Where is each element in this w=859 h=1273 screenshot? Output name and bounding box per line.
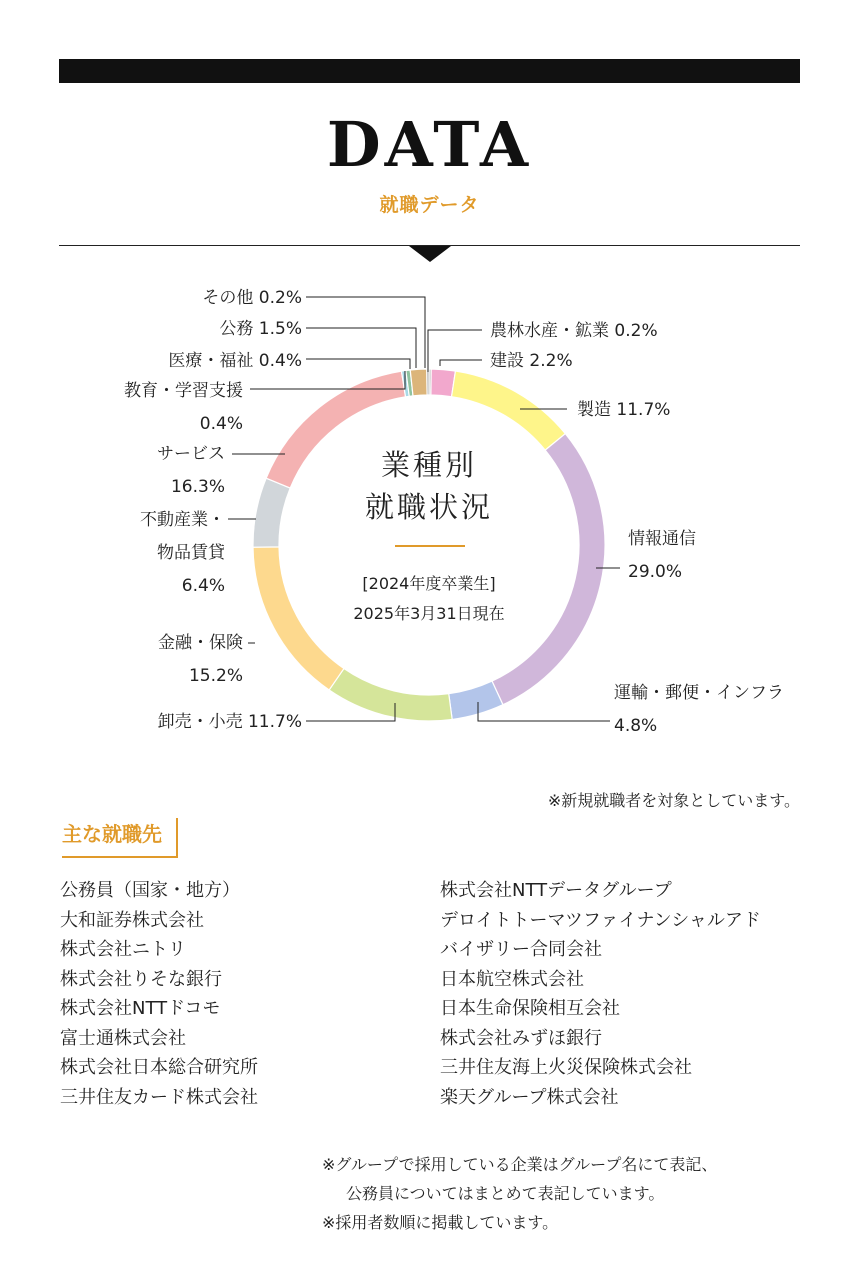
slice-7 bbox=[253, 478, 290, 547]
leader-line bbox=[306, 328, 416, 368]
employer-item: 株式会社NTTドコモ bbox=[60, 998, 221, 1019]
footnote-line: ※採用者数順に掲載しています。 bbox=[322, 1213, 559, 1232]
employer-item: 大和証券株式会社 bbox=[60, 909, 204, 931]
slice-label: 教育・学習支援 0.4% bbox=[124, 381, 243, 434]
slice-label: その他 0.2% bbox=[202, 288, 302, 308]
footnotes bbox=[322, 1150, 717, 1237]
slice-label: サービス 16.3% bbox=[157, 444, 225, 497]
slice-label: 不動産業・物品賃貸 6.4% bbox=[140, 510, 225, 596]
page-title: DATA bbox=[326, 108, 533, 181]
employer-item: 三井住友カード株式会社 bbox=[60, 1086, 258, 1108]
employers-heading: 主な就職先 bbox=[62, 818, 178, 858]
slice-label: 運輸・郵便・インフラ 4.8% bbox=[614, 683, 784, 736]
slice-4 bbox=[449, 681, 503, 719]
slice-label: 製造 11.7% bbox=[577, 400, 671, 420]
employer-item: 株式会社りそな銀行 bbox=[60, 968, 222, 990]
footnote-line: 公務員についてはまとめて表記しています。 bbox=[346, 1184, 665, 1203]
employer-item: バイザリー合同会社 bbox=[440, 939, 602, 960]
leader-line bbox=[440, 360, 482, 366]
slice-label: 医療・福祉 0.4% bbox=[168, 351, 302, 371]
employer-item: 日本生命保険相互会社 bbox=[440, 998, 620, 1019]
top-bar bbox=[59, 59, 800, 83]
footnote-line: ※グループで採用している企業はグループ名にて表記、 bbox=[322, 1155, 718, 1174]
employer-item: 日本航空株式会社 bbox=[440, 968, 584, 990]
employer-item: 富士通株式会社 bbox=[60, 1027, 186, 1049]
slice-11 bbox=[410, 369, 427, 396]
leader-line bbox=[306, 359, 410, 369]
slice-6 bbox=[253, 547, 344, 690]
slice-2 bbox=[452, 371, 566, 450]
slice-label: 農林水産・鉱業 0.2% bbox=[490, 321, 658, 341]
slice-label: 卸売・小売 11.7% bbox=[157, 712, 302, 732]
slice-label: 金融・保険 15.2% bbox=[158, 633, 243, 686]
employer-item: 株式会社NTTデータグループ bbox=[440, 880, 672, 901]
slice-12 bbox=[427, 369, 429, 395]
employer-item: 三井住友海上火災保険株式会社 bbox=[440, 1057, 692, 1078]
employer-item: 楽天グループ株式会社 bbox=[440, 1086, 619, 1108]
employer-item: 株式会社みずほ銀行 bbox=[440, 1027, 602, 1049]
employer-item: 公務員（国家・地方） bbox=[60, 880, 240, 901]
leader-line bbox=[428, 330, 482, 372]
chart-note: ※新規就職者を対象としています。 bbox=[547, 791, 800, 810]
employer-item: 株式会社日本総合研究所 bbox=[60, 1057, 258, 1078]
slice-label: 建設 2.2% bbox=[490, 351, 573, 371]
employer-item: デロイトトーマツファイナンシャルアド bbox=[440, 909, 761, 931]
page-subtitle: 就職データ bbox=[379, 194, 480, 216]
industry-donut-chart bbox=[0, 260, 859, 760]
slice-5 bbox=[329, 669, 452, 721]
center-subtitle: [2024年度卒業生] 2025年3月31日現在 bbox=[353, 574, 505, 623]
employer-item: 株式会社ニトリ bbox=[60, 939, 186, 960]
slice-3 bbox=[492, 434, 605, 705]
leader-line bbox=[306, 297, 425, 368]
employers-left-column bbox=[60, 876, 258, 1112]
center-title: 業種別就職状況 bbox=[364, 448, 494, 524]
slice-label: 公務 1.5% bbox=[219, 319, 302, 339]
employers-right-column bbox=[440, 876, 761, 1112]
slice-label: 情報通信 29.0% bbox=[628, 529, 696, 582]
